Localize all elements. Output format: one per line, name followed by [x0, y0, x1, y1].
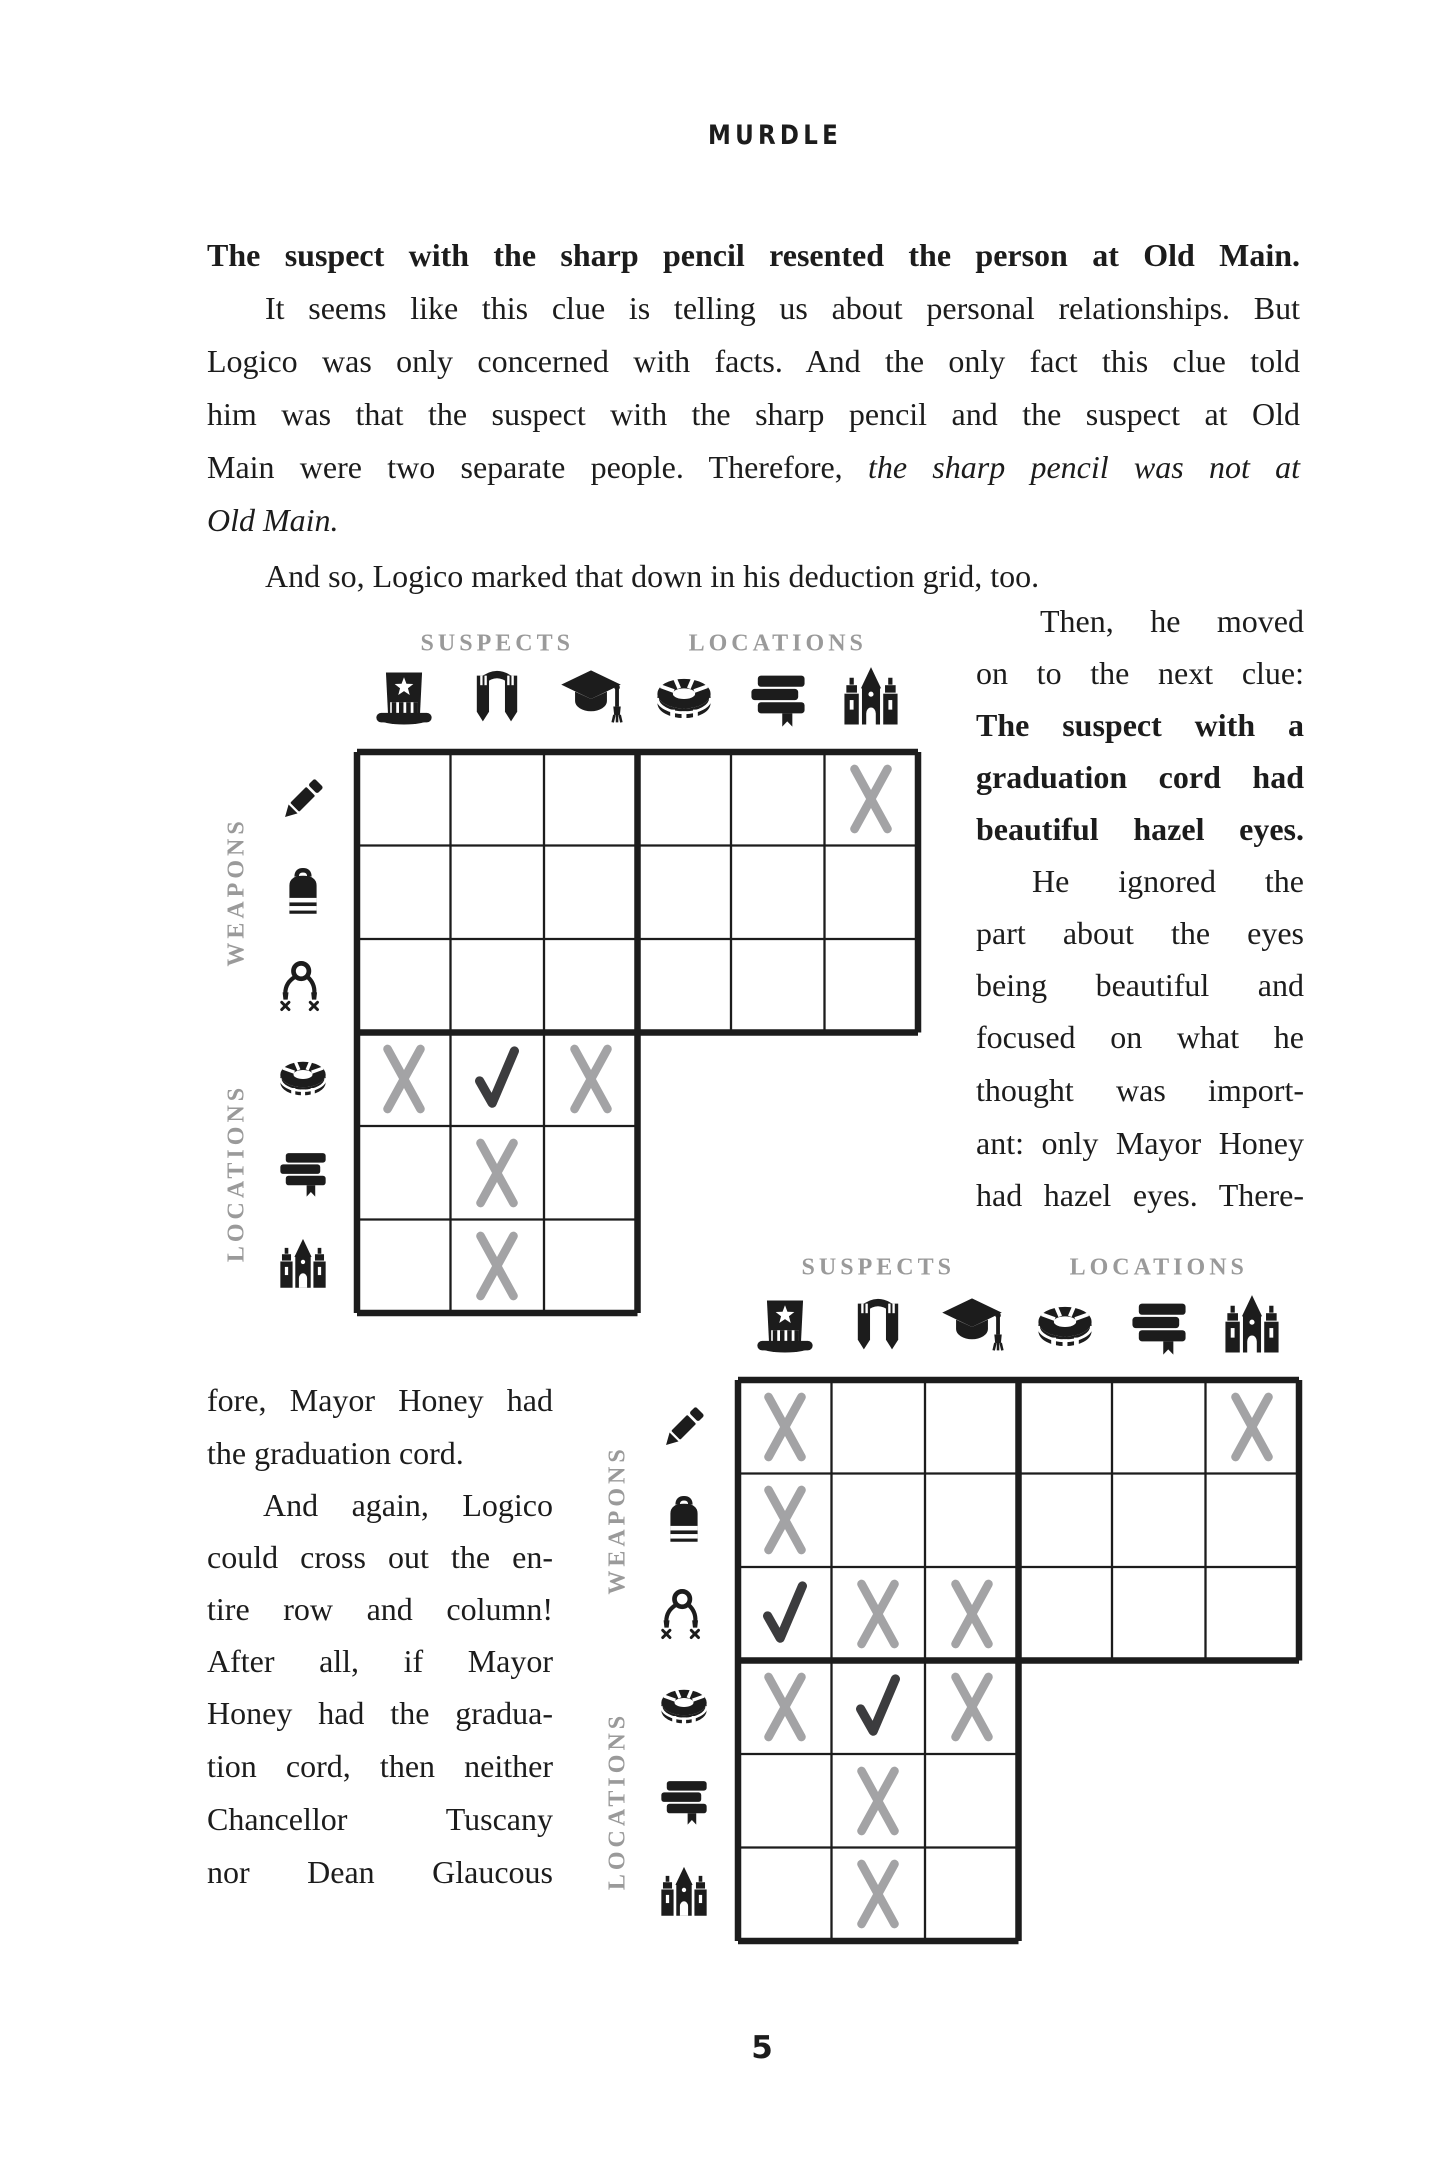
text-segment: the graduation cord. [207, 1435, 464, 1471]
stadium-icon [650, 665, 718, 733]
x-mark [756, 1669, 814, 1745]
locations-side-label: LOCATIONS [223, 1083, 250, 1262]
text-segment: ant: only Mayor Honey [976, 1125, 1304, 1161]
text-segment: part about the eyes [976, 915, 1304, 951]
text-segment: beautiful hazel eyes. [976, 811, 1304, 847]
text-line [976, 647, 1304, 699]
suspects-header-label: SUSPECTS [420, 630, 574, 657]
text-segment: And again, Logico [263, 1487, 553, 1523]
graduation-cord-icon [655, 1585, 713, 1643]
backpack-icon [274, 863, 332, 921]
top-hat-icon [370, 665, 438, 733]
x-mark [468, 1228, 526, 1304]
x-mark [943, 1576, 1001, 1652]
x-mark [943, 1669, 1001, 1745]
cathedral-icon [655, 1865, 713, 1923]
text-segment: could cross out the en- [207, 1539, 553, 1575]
text-line [976, 751, 1304, 803]
stadium-icon [655, 1678, 713, 1736]
text-segment: had hazel eyes. There- [976, 1177, 1304, 1213]
x-mark [756, 1389, 814, 1465]
x-mark [842, 761, 900, 837]
text-segment: fore, Mayor Honey had [207, 1382, 553, 1418]
text-segment: After all, if Mayor [207, 1643, 553, 1679]
text-segment: Logico was only concerned with facts. And the only fact this clue told [207, 343, 1300, 379]
text-line [976, 907, 1304, 959]
weapons-side-label: WEAPONS [604, 1445, 631, 1595]
text-line [976, 1011, 1304, 1063]
deduction-grid-1-lines [350, 745, 925, 1320]
text-line [207, 1531, 553, 1583]
graduation-cap-icon [557, 665, 625, 733]
locations-header-label: LOCATIONS [1069, 1254, 1248, 1281]
text-line [976, 1064, 1304, 1116]
stadium-icon [1031, 1293, 1099, 1361]
text-segment: He ignored the [1032, 863, 1304, 899]
text-segment: focused on what he [976, 1019, 1304, 1055]
x-mark [756, 1482, 814, 1558]
text-segment: Chancellor Tuscany [207, 1801, 553, 1837]
text-segment: nor Dean Glaucous [207, 1854, 553, 1890]
text-line [976, 855, 1304, 907]
text-line [207, 1793, 553, 1845]
text-line [976, 595, 1304, 647]
x-mark [849, 1576, 907, 1652]
text-segment: The suspect with the sharp pencil resented the person at Old Main. [207, 237, 1300, 273]
suspects-header-label: SUSPECTS [801, 1254, 955, 1281]
text-segment: Main were two separate people. Therefore, [207, 449, 868, 485]
text-line [207, 1479, 553, 1531]
text-segment: him was that the suspect with the sharp pencil and the suspect at Old [207, 396, 1300, 432]
text-segment: Then, he moved [1040, 603, 1304, 639]
x-mark [1223, 1389, 1281, 1465]
locations-header-label: LOCATIONS [688, 630, 867, 657]
text-segment: The suspect with a [976, 707, 1304, 743]
text-line [976, 803, 1304, 855]
books-icon [655, 1772, 713, 1830]
text-line [207, 1740, 553, 1792]
top-hat-icon [751, 1293, 819, 1361]
text-segment: Honey had the gradua- [207, 1695, 553, 1731]
text-segment: tire row and column! [207, 1591, 553, 1627]
text-segment: thought was import- [976, 1072, 1304, 1108]
text-line [207, 1583, 553, 1635]
deduction-grid-2-lines [731, 1373, 1306, 1948]
text-line [976, 699, 1304, 751]
x-mark [849, 1856, 907, 1932]
text-segment: tion cord, then neither [207, 1748, 553, 1784]
x-mark [562, 1041, 620, 1117]
x-mark [375, 1041, 433, 1117]
cathedral-icon [1218, 1293, 1286, 1361]
weapons-side-label: WEAPONS [223, 817, 250, 967]
backpack-icon [655, 1491, 713, 1549]
text-segment: Old Main. [207, 502, 339, 538]
graduation-stole-icon [844, 1293, 912, 1361]
pencil-icon [655, 1398, 713, 1456]
text-line [207, 1635, 553, 1687]
text-line [207, 1687, 553, 1739]
books-icon [744, 665, 812, 733]
text-segment: being beautiful and [976, 967, 1304, 1003]
books-icon [274, 1144, 332, 1202]
stadium-icon [274, 1050, 332, 1108]
text-line [207, 1427, 553, 1479]
graduation-cord-icon [274, 957, 332, 1015]
check-mark [849, 1669, 907, 1745]
check-mark [468, 1041, 526, 1117]
text-segment: the sharp pencil was not at [867, 449, 1301, 485]
page-number: 5 [751, 2030, 773, 2066]
locations-side-label: LOCATIONS [604, 1711, 631, 1890]
text-segment: It seems like this clue is telling us about personal relationships. But [265, 290, 1300, 326]
text-line [976, 1117, 1304, 1169]
text-line [976, 1169, 1304, 1221]
check-mark [756, 1576, 814, 1652]
cathedral-icon [274, 1237, 332, 1295]
x-mark [849, 1763, 907, 1839]
text-line [976, 959, 1304, 1011]
text-line [207, 1374, 553, 1426]
text-segment: on to the next clue: [976, 655, 1304, 691]
books-icon [1125, 1293, 1193, 1361]
cathedral-icon [837, 665, 905, 733]
text-line [207, 1846, 553, 1898]
x-mark [468, 1135, 526, 1211]
graduation-cap-icon [938, 1293, 1006, 1361]
text-segment: graduation cord had [976, 759, 1304, 795]
pencil-icon [274, 770, 332, 828]
page-header-title: MURDLE [707, 120, 843, 151]
graduation-stole-icon [463, 665, 531, 733]
text-segment: And so, Logico marked that down in his deduction grid, too. [265, 558, 1040, 594]
